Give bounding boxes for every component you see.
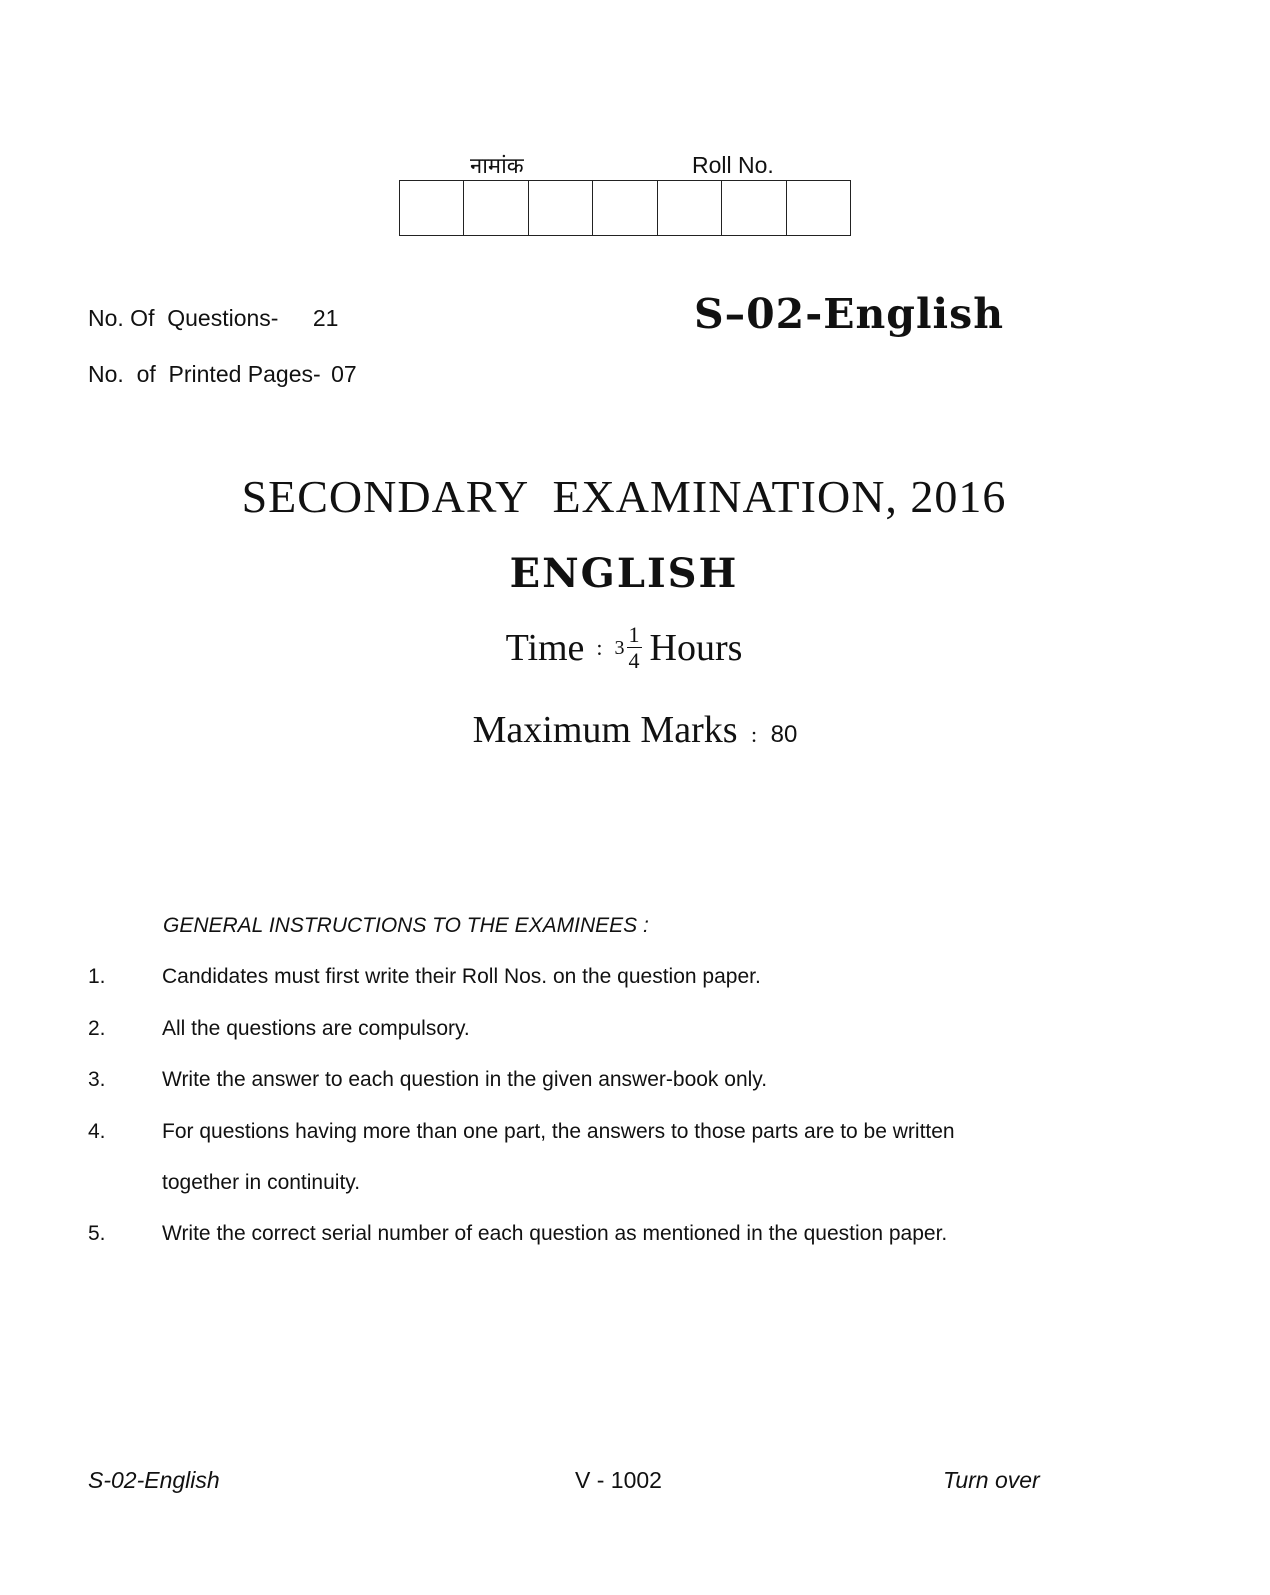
footer-turn-over: Turn over bbox=[943, 1467, 1040, 1493]
questions-label: No. Of Questions- bbox=[88, 305, 279, 331]
marks-value: 80 bbox=[770, 721, 798, 748]
roll-number-box[interactable] bbox=[658, 181, 722, 235]
instruction-text: For questions having more than one part, the answers to those parts are to be written bbox=[162, 1120, 955, 1143]
time-whole: 3 bbox=[614, 636, 625, 659]
time-line bbox=[0, 624, 1248, 672]
time-colon: : bbox=[596, 635, 603, 660]
instruction-number: 3. bbox=[88, 1068, 106, 1091]
roll-number-box[interactable] bbox=[400, 181, 464, 235]
exam-title: SECONDARY EXAMINATION, 2016 bbox=[241, 471, 1007, 522]
pages-value: 07 bbox=[331, 361, 357, 387]
roll-number-box[interactable] bbox=[464, 181, 528, 235]
marks-colon: : bbox=[751, 722, 758, 747]
instruction-text: Candidates must first write their Roll Nos. on the question paper. bbox=[162, 965, 761, 988]
instruction-number: 5. bbox=[88, 1222, 106, 1245]
time-numerator: 1 bbox=[628, 622, 640, 647]
roll-number-box[interactable] bbox=[593, 181, 657, 235]
time-duration bbox=[615, 624, 642, 672]
subject-title: ENGLISH bbox=[509, 550, 739, 597]
instruction-text: Write the answer to each question in the given answer-book only. bbox=[162, 1068, 768, 1091]
roll-number-grid bbox=[399, 180, 851, 236]
time-label: Time bbox=[505, 627, 585, 669]
footer-version: V - 1002 bbox=[575, 1467, 662, 1493]
instruction-text: Write the correct serial number of each question as mentioned in the question paper. bbox=[162, 1222, 948, 1245]
roll-number-box[interactable] bbox=[722, 181, 786, 235]
roll-label-english: Roll No. bbox=[692, 152, 774, 178]
roll-label-hindi: नामांक bbox=[470, 153, 524, 178]
instruction-continuation: together in continuity. bbox=[162, 1171, 361, 1194]
pages-label: No. of Printed Pages- bbox=[88, 361, 321, 387]
instruction-number: 1. bbox=[88, 965, 106, 988]
roll-number-box[interactable] bbox=[529, 181, 593, 235]
instruction-text: All the questions are compulsory. bbox=[162, 1017, 470, 1040]
time-denominator: 4 bbox=[628, 648, 640, 673]
instruction-number: 2. bbox=[88, 1017, 106, 1040]
max-marks-line bbox=[0, 708, 1270, 752]
printed-pages-line bbox=[88, 361, 357, 388]
footer-paper-code: S-02-English bbox=[88, 1467, 220, 1493]
paper-code: S–02-English bbox=[694, 290, 1004, 338]
instructions-heading: GENERAL INSTRUCTIONS TO THE EXAMINEES : bbox=[163, 914, 649, 937]
questions-value: 21 bbox=[312, 305, 339, 331]
questions-count-line bbox=[88, 305, 338, 332]
time-unit: Hours bbox=[649, 627, 743, 669]
marks-label: Maximum Marks bbox=[472, 709, 738, 751]
instruction-number: 4. bbox=[88, 1120, 106, 1143]
roll-number-box[interactable] bbox=[787, 181, 850, 235]
time-fraction bbox=[627, 624, 642, 672]
